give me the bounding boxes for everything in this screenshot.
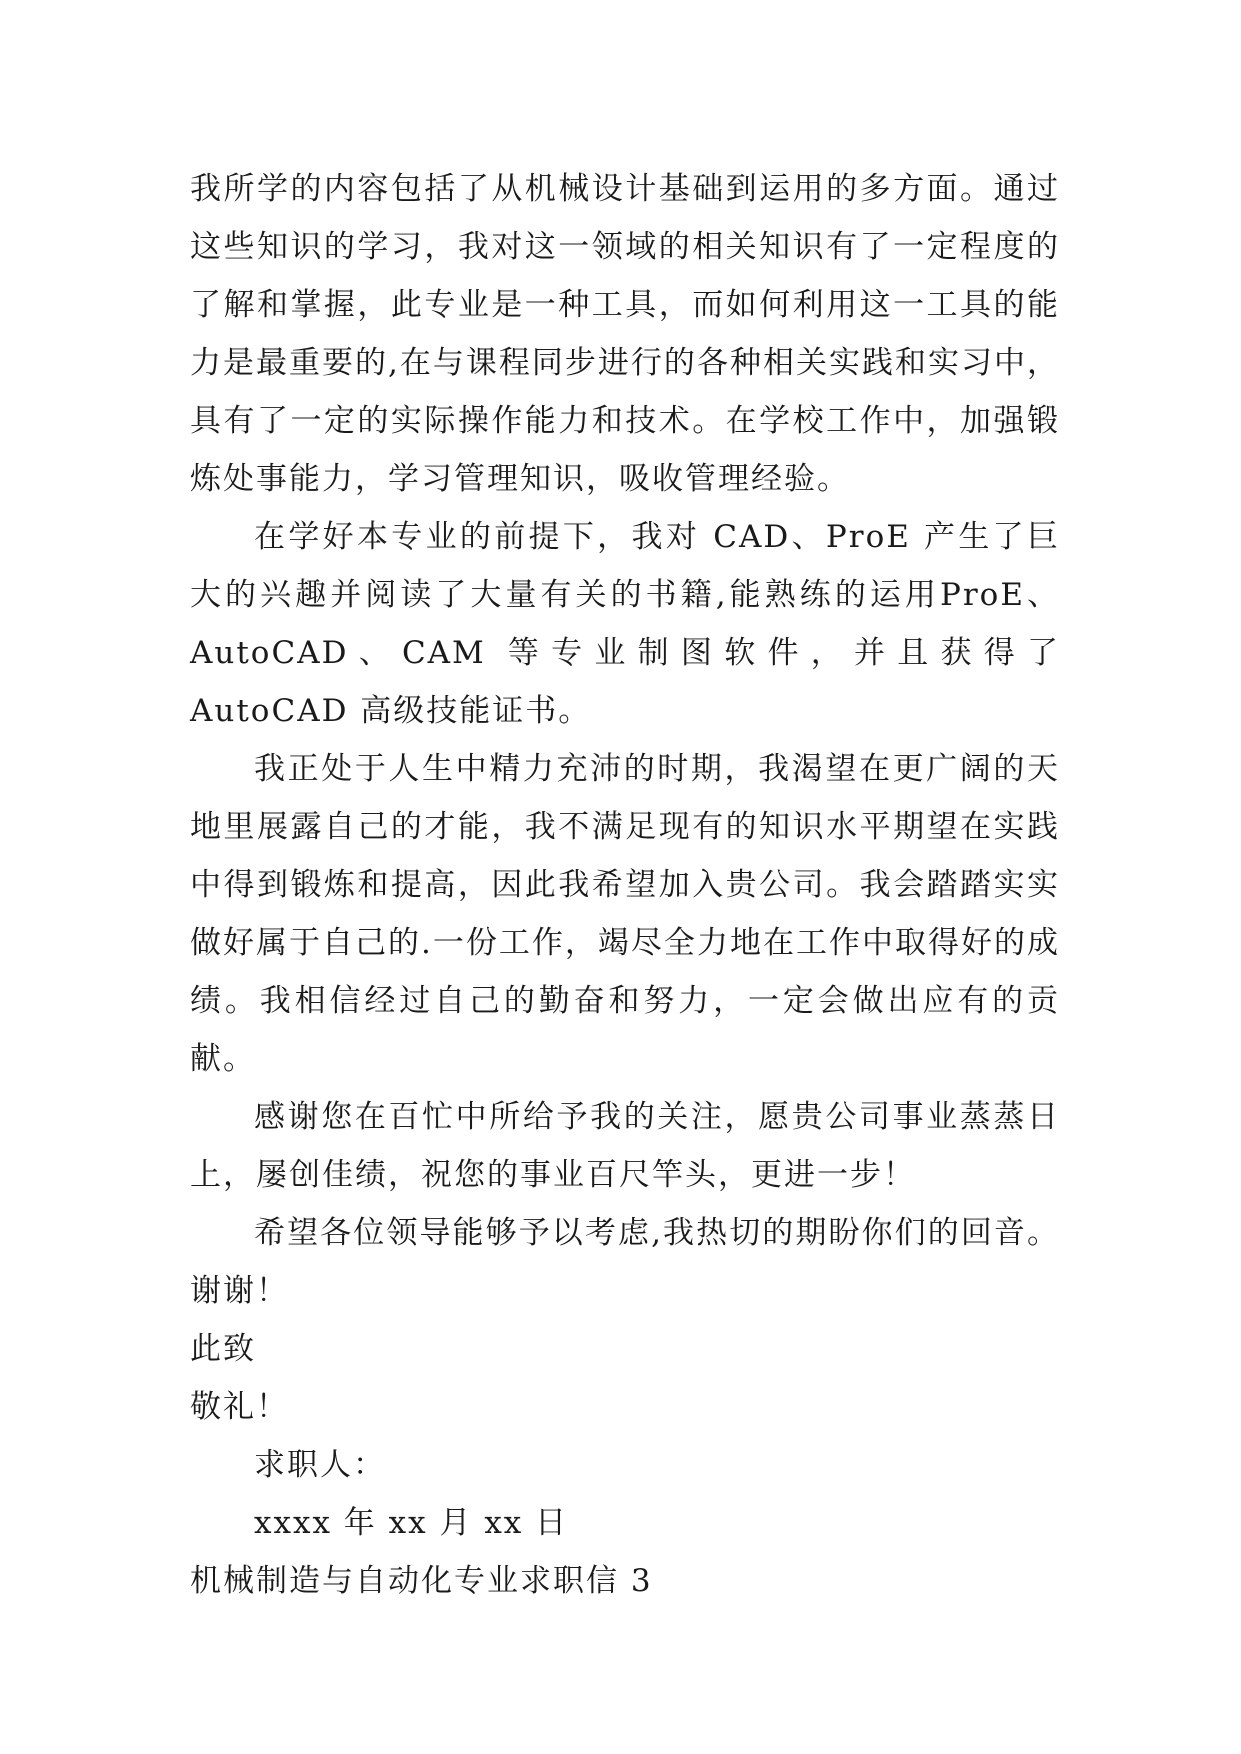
paragraph-motivation: 我正处于人生中精力充沛的时期，我渴望在更广阔的天地里展露自己的才能，我不满足现有的知识水平期望在实践中得到锻炼和提高，因此我希望加入贵公司。我会踏踏实实做好属于自己的.一份工作，竭尽全力地在工作中取得好的成绩。我相信经过自己的勤奋和努力，一定会做出应有的贡献。 [190,751,1060,1077]
paragraph-studies: 我所学的内容包括了从机械设计基础到运用的多方面。通过这些知识的学习，我对这一领域的相关知识有了一定程度的了解和掌握，此专业是一种工具，而如何利用这一工具的能力是最重要的,在与课程同步进行的各种相关实践和实习中，具有了一定的实际操作能力和技术。在学校工作中，加强锻炼处事能力，学习管理知识，吸收管理经验。 [190,171,1060,497]
letter-date: xxxx 年 xx 月 xx 日 [254,1505,569,1541]
paragraph-software-skills: 在学好本专业的前提下，我对 CAD、ProE 产生了巨大的兴趣并阅读了大量有关的书籍,能熟练的运用ProE、AutoCAD、CAM 等专业制图软件，并且获得了 AutoCAD 高级技能证书。 [190,519,1060,729]
paragraph-thanks: 感谢您在百忙中所给予我的关注，愿贵公司事业蒸蒸日上，屡创佳绩，祝您的事业百尺竿头，更进一步！ [190,1099,1060,1193]
next-letter-heading: 机械制造与自动化专业求职信 3 [190,1563,653,1599]
paragraph-request: 希望各位领导能够予以考虑,我热切的期盼你们的回音。谢谢！ [190,1215,1060,1309]
applicant-label: 求职人： [254,1447,386,1483]
salutation-cizhi: 此致 [190,1331,256,1367]
letter-body [190,160,1060,1610]
salutation-jingli: 敬礼！ [190,1389,289,1425]
